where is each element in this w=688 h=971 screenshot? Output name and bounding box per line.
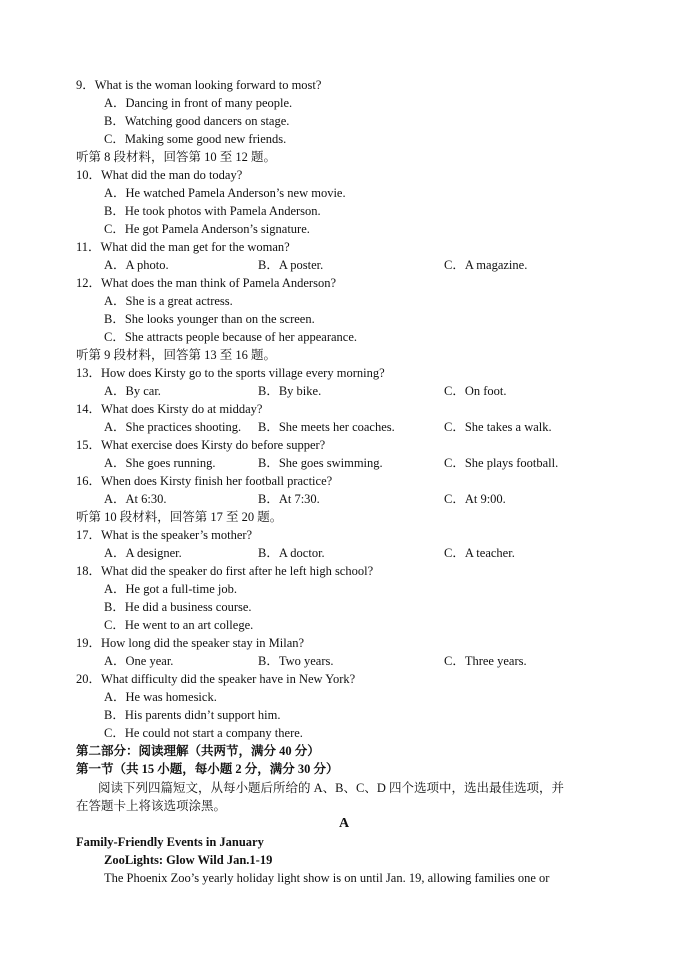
option: A．He got a full-time job. (104, 582, 237, 596)
option: C．He could not start a company there. (104, 726, 303, 740)
option: B．She goes swimming. (258, 456, 383, 470)
option: C．At 9:00. (444, 492, 506, 506)
section-intro: 听第 8 段材料，回答第 10 至 12 题。 (76, 150, 277, 164)
option: A．She goes running. (104, 456, 216, 470)
option: A．By car. (104, 384, 161, 398)
question-stem: 15．What exercise does Kirsty do before supper? (76, 438, 326, 452)
option: B．He took photos with Pamela Anderson. (104, 204, 321, 218)
passage-body: The Phoenix Zoo’s yearly holiday light show is on until Jan. 19, allowing families one or (104, 871, 550, 885)
option: C．Making some good new friends. (104, 132, 287, 146)
option: C．She takes a walk. (444, 420, 552, 434)
option: A．She is a great actress. (104, 294, 233, 308)
option: A．He was homesick. (104, 690, 217, 704)
instruction-text: 阅读下列四篇短文，从每小题后所给的 A、B、C、D 四个选项中，选出最佳选项，并 (98, 781, 564, 795)
option: A．He watched Pamela Anderson’s new movie. (104, 186, 346, 200)
question-stem: 9．What is the woman looking forward to most? (76, 78, 322, 92)
option: C．He went to an art college. (104, 618, 254, 632)
question-stem: 18．What did the speaker do first after he left high school? (76, 564, 374, 578)
option: C．She plays football. (444, 456, 559, 470)
option: B．He did a business course. (104, 600, 252, 614)
passage-title: Family-Friendly Events in January (76, 835, 264, 849)
section-heading: 第一节（共 15 小题，每小题 2 分，满分 30 分） (76, 762, 339, 776)
option: C．On foot. (444, 384, 507, 398)
passage-letter: A (338, 816, 350, 831)
question-stem: 11．What did the man get for the woman? (76, 240, 290, 254)
option: C．He got Pamela Anderson’s signature. (104, 222, 310, 236)
part-heading: 第二部分：阅读理解（共两节，满分 40 分） (76, 744, 320, 758)
event-subtitle: ZooLights: Glow Wild Jan.1-19 (104, 853, 273, 867)
instruction-text-continued: 在答题卡上将该选项涂黑。 (76, 799, 227, 813)
question-stem: 10．What did the man do today? (76, 168, 243, 182)
option: C．She attracts people because of her appearance. (104, 330, 358, 344)
option: A．At 6:30. (104, 492, 167, 506)
question-stem: 13．How does Kirsty go to the sports village every morning? (76, 366, 385, 380)
option: B．His parents didn’t support him. (104, 708, 281, 722)
option: B．Watching good dancers on stage. (104, 114, 290, 128)
option: B．At 7:30. (258, 492, 320, 506)
question-stem: 20．What difficulty did the speaker have in New York? (76, 672, 356, 686)
question-stem: 12．What does the man think of Pamela Anderson? (76, 276, 337, 290)
option: A．Dancing in front of many people. (104, 96, 293, 110)
option: A．She practices shooting. (104, 420, 242, 434)
option: A．A designer. (104, 546, 182, 560)
option: B．She looks younger than on the screen. (104, 312, 315, 326)
option: B．A doctor. (258, 546, 325, 560)
option: A．A photo. (104, 258, 169, 272)
option: B．Two years. (258, 654, 334, 668)
option: C．A teacher. (444, 546, 515, 560)
option: B．She meets her coaches. (258, 420, 395, 434)
option: C．Three years. (444, 654, 527, 668)
section-intro: 听第 10 段材料，回答第 17 至 20 题。 (76, 510, 283, 524)
question-stem: 16．When does Kirsty finish her football practice? (76, 474, 333, 488)
question-stem: 17．What is the speaker’s mother? (76, 528, 253, 542)
option: B．By bike. (258, 384, 322, 398)
question-stem: 19．How long did the speaker stay in Milan? (76, 636, 305, 650)
option: A．One year. (104, 654, 174, 668)
option: C．A magazine. (444, 258, 528, 272)
option: B．A poster. (258, 258, 324, 272)
section-intro: 听第 9 段材料，回答第 13 至 16 题。 (76, 348, 277, 362)
question-stem: 14．What does Kirsty do at midday? (76, 402, 263, 416)
